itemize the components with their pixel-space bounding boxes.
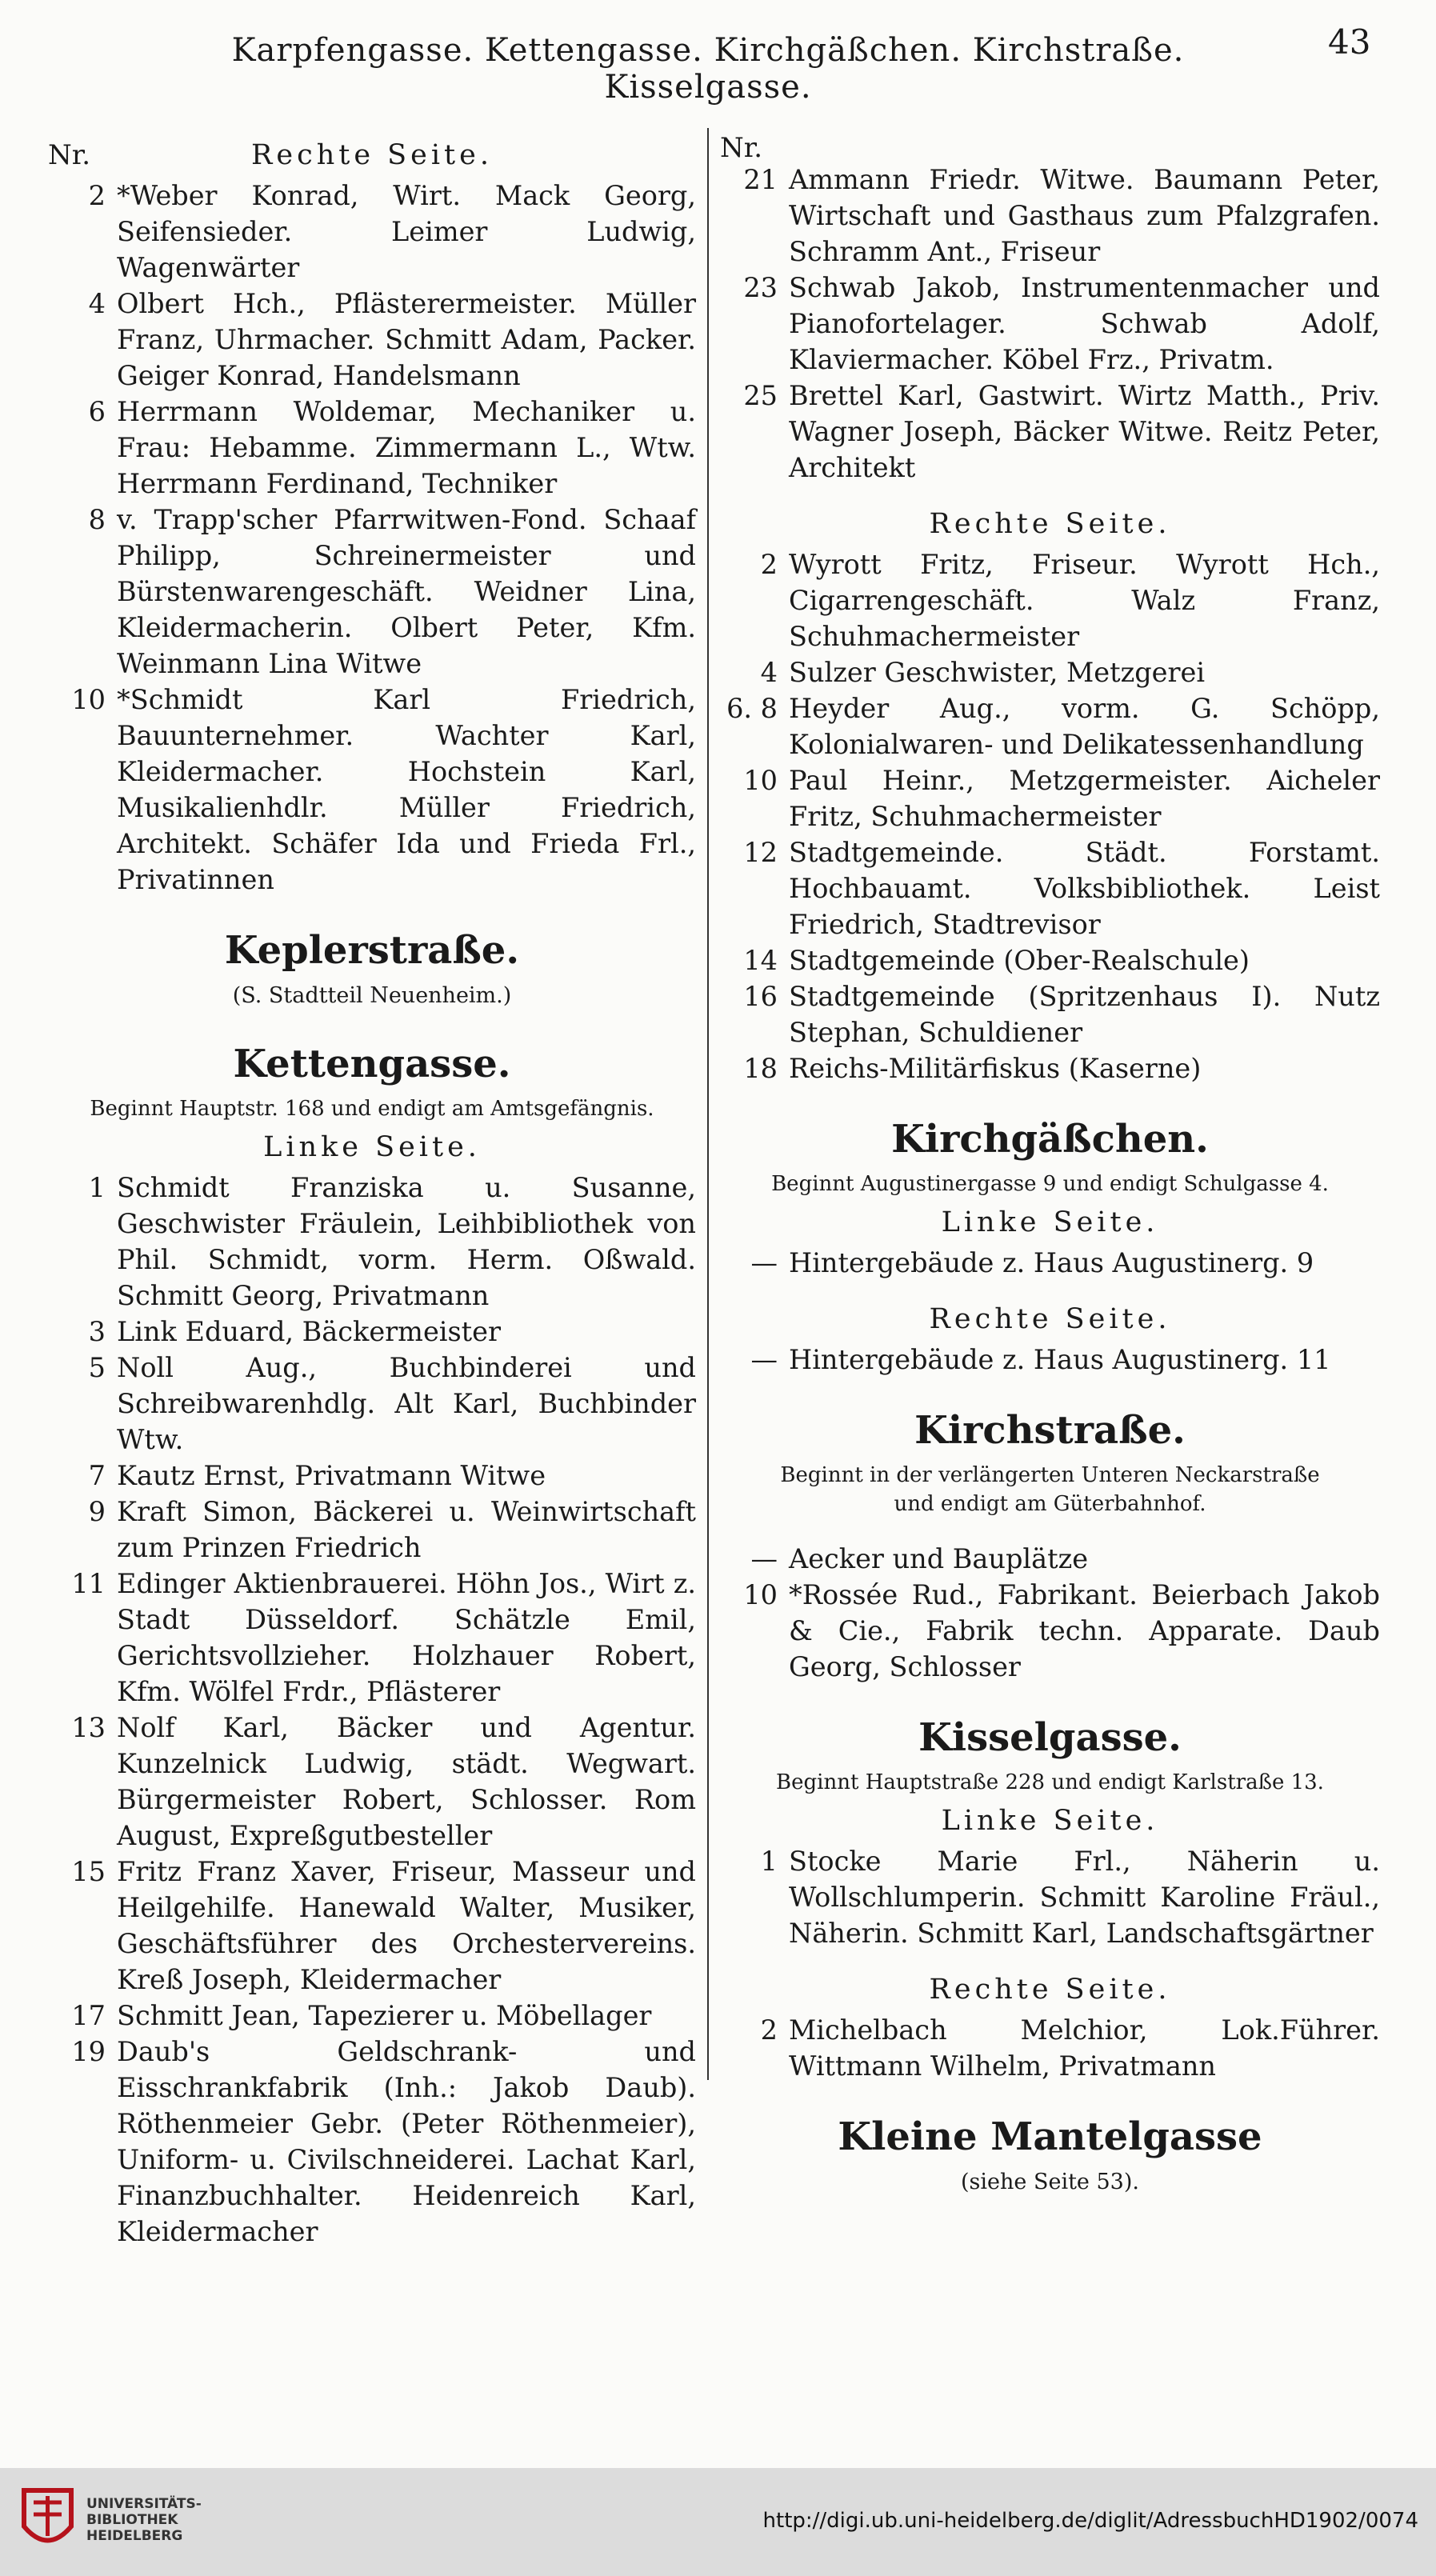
list-item bbox=[720, 162, 1380, 270]
library-name bbox=[86, 2496, 202, 2544]
keplerstrasse-note: (S. Stadtteil Neuenheim.) bbox=[232, 983, 512, 1008]
kettengasse-right-list bbox=[720, 546, 1380, 1086]
list-item bbox=[48, 502, 696, 682]
entry-text: Noll Aug., Buchbinderei und Schreibwarenhdlg. Alt Karl, Buchbinder Wtw. bbox=[117, 1352, 696, 1455]
entry-text: v. Trapp'scher Pfarrwitwen-Fond. Schaaf Philipp, Schreinermeister und Bürstenwarengeschäft. Weidner Lina, Kleidermacherin. Olbert Peter, Kfm. Weinmann Lina Witwe bbox=[117, 504, 696, 679]
list-item bbox=[720, 978, 1380, 1050]
house-number: 7 bbox=[88, 1460, 106, 1491]
entry-text: Ammann Friedr. Witwe. Baumann Peter, Wirtschaft und Gasthaus zum Pfalzgrafen. Schramm Ant., Friseur bbox=[789, 164, 1380, 267]
house-number: — bbox=[750, 1543, 778, 1574]
house-number: — bbox=[750, 1247, 778, 1278]
karpfengasse-right-list bbox=[48, 178, 696, 898]
side-heading-text: Rechte Seite. bbox=[251, 139, 493, 171]
entry-text: *Schmidt Karl Friedrich, Bauunternehmer. Wachter Karl, Kleidermacher. Hochstein Karl, Musikalienhdlr. Müller Friedrich, Architekt. Schäfer Ida und Frieda Frl., Privatinnen bbox=[117, 684, 696, 895]
list-item bbox=[720, 834, 1380, 942]
entry-text: Stocke Marie Frl., Näherin u. Wollschlumperin. Schmitt Karoline Fräul., Näherin. Schmitt Karl, Landschaftsgärtner bbox=[789, 1846, 1380, 1949]
list-item bbox=[48, 1314, 696, 1350]
right-column bbox=[720, 134, 1380, 2198]
house-number: 21 bbox=[743, 164, 778, 195]
entry-text: Schmitt Jean, Tapezierer u. Möbellager bbox=[117, 2000, 652, 2031]
list-item bbox=[48, 1998, 696, 2034]
kisselgasse-right-list bbox=[720, 2012, 1380, 2084]
kirchgaesschen-desc: Beginnt Augustinergasse 9 und endigt Schulgasse 4. bbox=[771, 1172, 1329, 1196]
house-number: 6 bbox=[88, 396, 106, 427]
entry-text: Herrmann Woldemar, Mechaniker u. Frau: Hebamme. Zimmermann L., Wtw. Herrmann Ferdinand, Techniker bbox=[117, 396, 696, 499]
entry-text: Kraft Simon, Bäckerei u. Weinwirtschaft zum Prinzen Friedrich bbox=[117, 1496, 696, 1563]
kirchstrasse-list bbox=[720, 1541, 1380, 1685]
list-item bbox=[720, 1541, 1380, 1577]
list-item bbox=[720, 1050, 1380, 1086]
kettengasse-left-list bbox=[48, 1170, 696, 2250]
university-seal-icon bbox=[18, 2478, 78, 2558]
list-item bbox=[720, 546, 1380, 654]
list-item bbox=[720, 1342, 1380, 1378]
house-number: 13 bbox=[71, 1712, 106, 1743]
running-title: Karpfengasse. Kettengasse. Kirchgäßchen. Kirchstraße. Kisselgasse. bbox=[231, 32, 1185, 106]
entry-text: Wyrott Fritz, Friseur. Wyrott Hch., Cigarrengeschäft. Walz Franz, Schuhmachermeister bbox=[789, 549, 1380, 652]
list-item bbox=[48, 286, 696, 394]
left-column bbox=[48, 134, 696, 2250]
street-title-kisselgasse: Kisselgasse. bbox=[918, 1715, 1182, 1760]
house-number: — bbox=[750, 1344, 778, 1375]
house-number: 18 bbox=[743, 1053, 778, 1084]
entry-text: *Rossée Rud., Fabrikant. Beierbach Jakob & Cie., Fabrik techn. Apparate. Daub Georg, Schlosser bbox=[789, 1579, 1380, 1682]
house-number: 15 bbox=[71, 1856, 106, 1887]
house-number: 10 bbox=[71, 684, 106, 715]
house-number: 19 bbox=[71, 2036, 106, 2067]
list-item bbox=[48, 1710, 696, 1854]
entry-text: Edinger Aktienbrauerei. Höhn Jos., Wirt z. Stadt Düsseldorf. Schätzle Emil, Gerichtsvollzieher. Holzhauer Robert, Kfm. Wölfel Frdr., Pflästerer bbox=[117, 1568, 696, 1707]
street-title-kleine-mantelgasse: Kleine Mantelgasse bbox=[838, 2114, 1262, 2159]
street-title-kettengasse: Kettengasse. bbox=[233, 1042, 511, 1086]
list-item bbox=[48, 1458, 696, 1494]
list-item bbox=[720, 654, 1380, 690]
entry-text: Schwab Jakob, Instrumentenmacher und Pianofortelager. Schwab Adolf, Klaviermacher. Köbel Frz., Privatm. bbox=[789, 272, 1380, 375]
library-name-line: HEIDELBERG bbox=[86, 2528, 183, 2544]
entry-text: Olbert Hch., Pflästerermeister. Müller Franz, Uhrmacher. Schmitt Adam, Packer. Geiger Konrad, Handelsmann bbox=[117, 288, 696, 391]
entry-text: Michelbach Melchior, Lok.Führer. Wittmann Wilhelm, Privatmann bbox=[789, 2014, 1380, 2082]
nr-label: Nr. bbox=[48, 139, 91, 171]
list-item bbox=[720, 270, 1380, 378]
library-name-line: UNIVERSITÄTS- bbox=[86, 2496, 202, 2512]
kisselgasse-left-list bbox=[720, 1843, 1380, 1951]
kisselgasse-right-heading: Rechte Seite. bbox=[929, 1974, 1171, 2006]
kleine-mantelgasse-note: (siehe Seite 53). bbox=[961, 2170, 1139, 2194]
entry-text: Schmidt Franziska u. Susanne, Geschwister Fräulein, Leihbibliothek von Phil. Schmidt, vorm. Herm. Oßwald. Schmitt Georg, Privatmann bbox=[117, 1172, 696, 1311]
house-number: 17 bbox=[71, 2000, 106, 2031]
house-number: 12 bbox=[743, 837, 778, 868]
library-name-line: BIBLIOTHEK bbox=[86, 2512, 178, 2528]
kettengasse-right-heading: Rechte Seite. bbox=[929, 508, 1171, 540]
list-item bbox=[720, 378, 1380, 486]
entry-text: Reichs-Militärfiskus (Kaserne) bbox=[789, 1053, 1202, 1084]
entry-text: Kautz Ernst, Privatmann Witwe bbox=[117, 1460, 546, 1491]
house-number: 4 bbox=[88, 288, 106, 319]
list-item bbox=[48, 1170, 696, 1314]
kettengasse-desc: Beginnt Hauptstr. 168 und endigt am Amtsgefängnis. bbox=[90, 1097, 654, 1121]
source-url-link[interactable]: http://digi.ub.uni-heidelberg.de/diglit/AdressbuchHD1902/0074 bbox=[762, 2509, 1418, 2533]
entry-text: Stadtgemeinde (Spritzenhaus I). Nutz Stephan, Schuldiener bbox=[789, 981, 1380, 1048]
house-number: 23 bbox=[743, 272, 778, 303]
kettengasse-left-heading: Linke Seite. bbox=[263, 1131, 481, 1163]
list-item bbox=[48, 1854, 696, 1998]
list-item bbox=[48, 1350, 696, 1458]
list-item bbox=[48, 2034, 696, 2250]
entry-text: Paul Heinr., Metzgermeister. Aicheler Fritz, Schuhmachermeister bbox=[789, 765, 1380, 832]
list-item bbox=[720, 2012, 1380, 2084]
entry-text: Fritz Franz Xaver, Friseur, Masseur und Heilgehilfe. Hanewald Walter, Musiker, Geschäftsführer des Orchestervereins. Kreß Joseph, Kleidermacher bbox=[117, 1856, 696, 1995]
house-number: 1 bbox=[88, 1172, 106, 1203]
street-title-kirchstrasse: Kirchstraße. bbox=[914, 1408, 1186, 1453]
house-number: 14 bbox=[743, 945, 778, 976]
entry-text: Heyder Aug., vorm. G. Schöpp, Kolonialwaren- und Delikatessenhandlung bbox=[789, 693, 1380, 760]
kettengasse-left-cont-list bbox=[720, 162, 1380, 486]
street-title-kirchgaesschen: Kirchgäßchen. bbox=[891, 1117, 1209, 1162]
house-number: 16 bbox=[743, 981, 778, 1012]
list-item bbox=[48, 682, 696, 898]
house-number: 10 bbox=[743, 765, 778, 796]
house-number: 2 bbox=[88, 180, 106, 211]
list-item bbox=[48, 178, 696, 286]
house-number: 1 bbox=[760, 1846, 778, 1877]
kirchgaesschen-right-heading: Rechte Seite. bbox=[929, 1303, 1171, 1335]
list-item bbox=[720, 942, 1380, 978]
list-item bbox=[720, 1245, 1380, 1281]
entry-text: Stadtgemeinde. Städt. Forstamt. Hochbauamt. Volksbibliothek. Leist Friedrich, Stadtrevisor bbox=[789, 837, 1380, 940]
kirchgaesschen-left-heading: Linke Seite. bbox=[941, 1206, 1159, 1238]
list-item bbox=[720, 1843, 1380, 1951]
house-number: 11 bbox=[71, 1568, 106, 1599]
house-number: 2 bbox=[760, 549, 778, 580]
kisselgasse-left-heading: Linke Seite. bbox=[941, 1805, 1159, 1837]
entry-text: Stadtgemeinde (Ober-Realschule) bbox=[789, 945, 1250, 976]
entry-text: Daub's Geldschrank- und Eisschrankfabrik (Inh.: Jakob Daub). Röthenmeier Gebr. (Peter Röthenmeier), Uniform- u. Civilschneiderei. Lachat Karl, Finanzbuchhalter. Heidenreich Karl, Kleidermacher bbox=[117, 2036, 696, 2247]
kisselgasse-desc: Beginnt Hauptstraße 228 und endigt Karlstraße 13. bbox=[776, 1770, 1324, 1794]
column-divider bbox=[707, 128, 709, 2080]
house-number: 25 bbox=[743, 380, 778, 411]
list-item bbox=[48, 1494, 696, 1566]
entry-text: Hintergebäude z. Haus Augustinerg. 11 bbox=[789, 1344, 1331, 1375]
street-title-keplerstrasse: Keplerstraße. bbox=[224, 928, 520, 973]
list-item bbox=[720, 690, 1380, 762]
list-item bbox=[720, 762, 1380, 834]
house-number: 5 bbox=[88, 1352, 106, 1383]
entry-text: Hintergebäude z. Haus Augustinerg. 9 bbox=[789, 1247, 1314, 1278]
page-number: 43 bbox=[1328, 22, 1371, 62]
karpfengasse-right-heading bbox=[48, 136, 696, 174]
list-item bbox=[48, 1566, 696, 1710]
house-number: 9 bbox=[88, 1496, 106, 1527]
entry-text: Sulzer Geschwister, Metzgerei bbox=[789, 657, 1206, 688]
nr-label: Nr. bbox=[720, 132, 763, 164]
list-item bbox=[720, 1577, 1380, 1685]
list-item bbox=[48, 394, 696, 502]
entry-text: Nolf Karl, Bäcker und Agentur. Kunzelnick Ludwig, städt. Wegwart. Bürgermeister Robert, Schlosser. Rom August, Expreßgutbesteller bbox=[117, 1712, 696, 1851]
house-number: 10 bbox=[743, 1579, 778, 1610]
house-number: 6. 8 bbox=[726, 693, 778, 724]
entry-text: Link Eduard, Bäckermeister bbox=[117, 1316, 501, 1347]
house-number: 4 bbox=[760, 657, 778, 688]
kirchstrasse-desc: Beginnt in der verlängerten Unteren Neckarstraße und endigt am Güterbahnhof. bbox=[780, 1463, 1320, 1516]
entry-text: Aecker und Bauplätze bbox=[789, 1543, 1089, 1574]
entry-text: Brettel Karl, Gastwirt. Wirtz Matth., Priv. Wagner Joseph, Bäcker Witwe. Reitz Peter, Architekt bbox=[789, 380, 1380, 483]
house-number: 8 bbox=[88, 504, 106, 535]
entry-text: *Weber Konrad, Wirt. Mack Georg, Seifensieder. Leimer Ludwig, Wagenwärter bbox=[117, 180, 696, 283]
house-number: 2 bbox=[760, 2014, 778, 2046]
house-number: 3 bbox=[88, 1316, 106, 1347]
